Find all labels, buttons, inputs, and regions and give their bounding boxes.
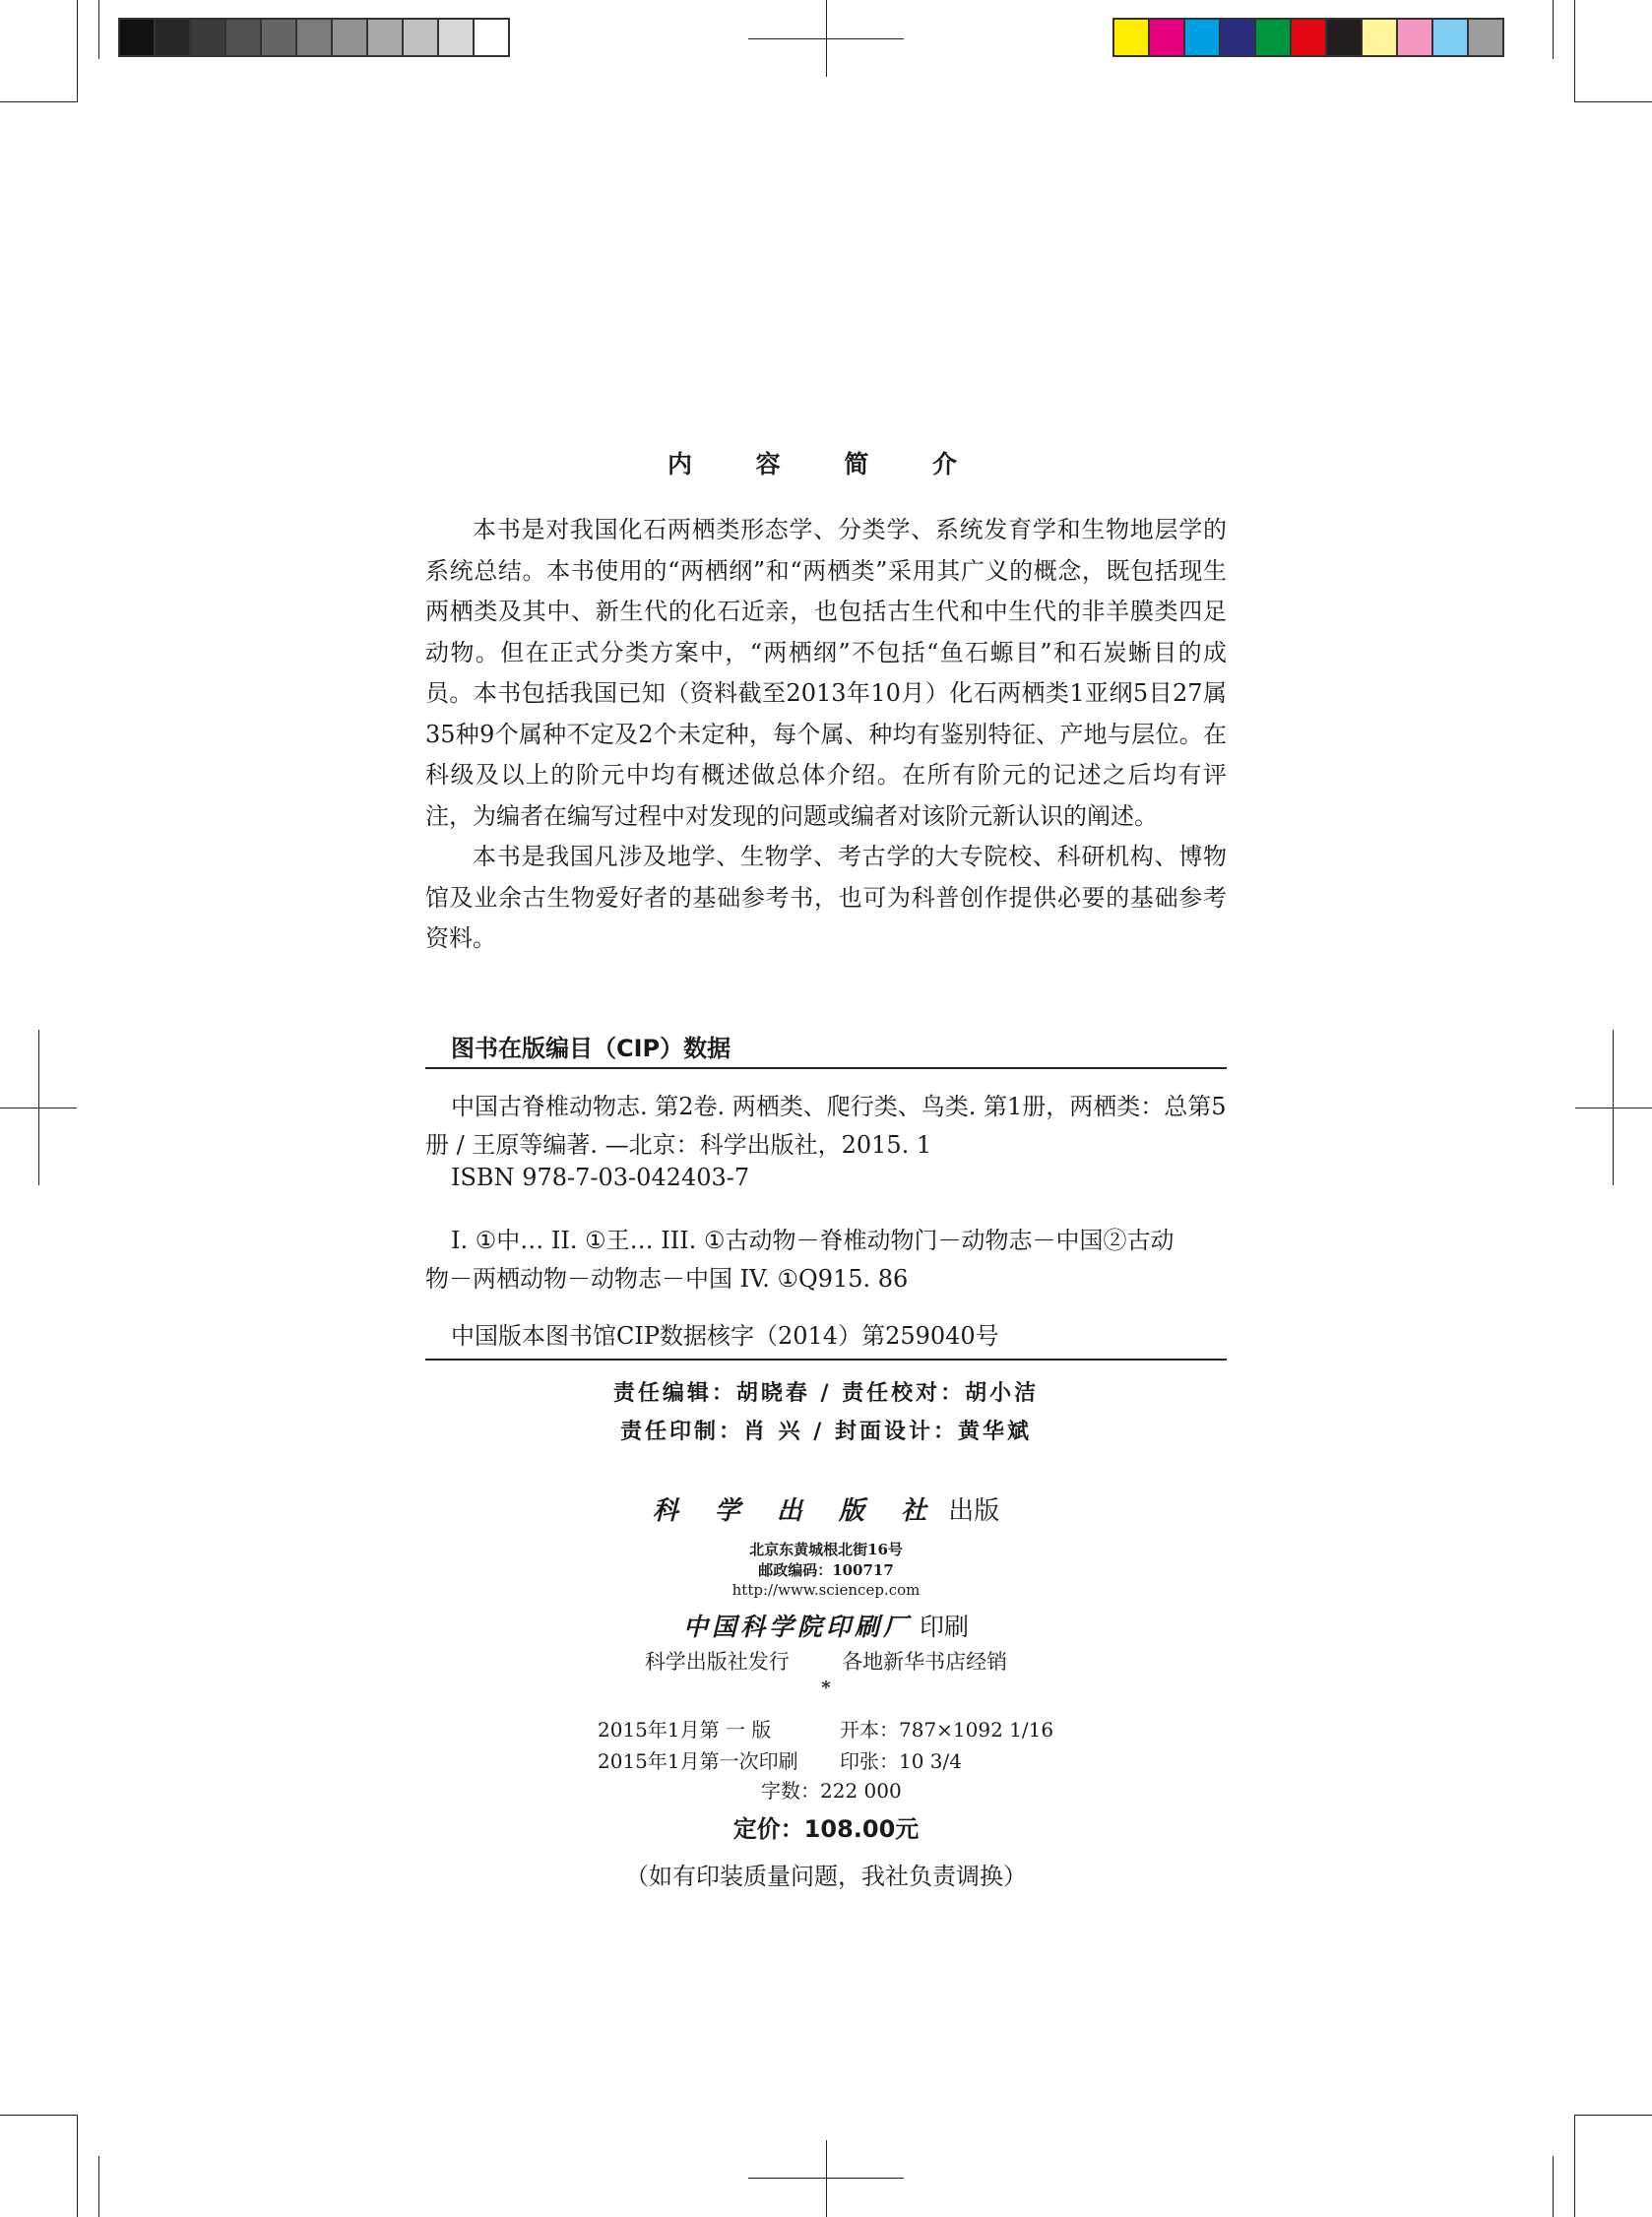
grayscale-swatch [333, 20, 368, 55]
summary-body [425, 510, 1227, 960]
printer-name: 中国科学院印刷厂 [683, 1613, 913, 1641]
color-swatch [1185, 20, 1221, 55]
cip-classification-line-2: 物－两栖动物－动物志－中国 IV. ①Q915. 86 [425, 1265, 909, 1293]
grayscale-swatch [191, 20, 226, 55]
grayscale-swatch [226, 20, 262, 55]
edition-info: 2015年1月第 一 版 [598, 1718, 772, 1742]
color-swatch [1433, 20, 1469, 55]
grayscale-swatch [439, 20, 475, 55]
credits-line-1: 责任编辑：胡晓春 / 责任校对：胡小洁 [612, 1380, 1040, 1406]
cip-title-line-2: 册 / 王原等编著. —北京：科学出版社，2015. 1 [425, 1131, 932, 1159]
cip-heading: 图书在版编目（CIP）数据 [451, 1035, 731, 1062]
credits-line-2: 责任印制：肖 兴 / 封面设计：黄华斌 [619, 1419, 1032, 1444]
grayscale-calibration-bar [118, 18, 510, 57]
grayscale-swatch [120, 20, 156, 55]
cip-record-number: 中国版本图书馆CIP数据核字（2014）第259040号 [451, 1322, 999, 1350]
grayscale-swatch [475, 20, 508, 55]
color-calibration-bar [1112, 18, 1504, 57]
color-swatch [1398, 20, 1433, 55]
distribution-right: 各地新华书店经销 [842, 1650, 1008, 1674]
sheets-info: 印张：10 3/4 [840, 1749, 962, 1773]
word-count: 字数：222 000 [761, 1779, 902, 1803]
color-swatch [1221, 20, 1256, 55]
publisher-suffix: 出版 [948, 1496, 1000, 1526]
publisher-line [425, 1490, 1227, 1527]
color-swatch [1114, 20, 1150, 55]
cip-bottom-rule [425, 1359, 1227, 1361]
grayscale-swatch [156, 20, 191, 55]
color-swatch [1150, 20, 1185, 55]
publisher-address: 北京东黄城根北街16号 [749, 1541, 903, 1558]
printing-info: 2015年1月第一次印刷 [598, 1749, 798, 1773]
cip-isbn: ISBN 978-7-03-042403-7 [451, 1164, 750, 1191]
publisher-name: 科 学 出 版 社 [652, 1496, 940, 1526]
color-swatch [1327, 20, 1363, 55]
color-swatch [1363, 20, 1398, 55]
grayscale-swatch [404, 20, 439, 55]
color-swatch [1292, 20, 1327, 55]
cip-title-line-1: 中国古脊椎动物志. 第2卷. 两栖类、爬行类、鸟类. 第1册，两栖类：总第5 [451, 1093, 1227, 1120]
distribution-line [425, 1646, 1227, 1676]
grayscale-swatch [262, 20, 297, 55]
quality-notice: （如有印装质量问题，我社负责调换） [625, 1863, 1027, 1890]
publisher-postcode: 邮政编码：100717 [758, 1561, 894, 1579]
cip-top-rule [425, 1067, 1227, 1069]
format-info: 开本：787×1092 1/16 [840, 1718, 1054, 1742]
color-swatch [1469, 20, 1502, 55]
grayscale-swatch [297, 20, 333, 55]
price: 定价：108.00元 [732, 1815, 920, 1843]
distribution-left: 科学出版社发行 [644, 1650, 790, 1674]
summary-paragraph-1: 本书是对我国化石两栖类形态学、分类学、系统发育学和生物地层学的系统总结。本书使用的“两栖纲”和“两栖类”采用其广义的概念，既包括现生两栖类及其中、新生代的化石近亲，也包括古生代和中生代的非羊膜类四足动物。但在正式分类方案中，“两栖纲”不包括“鱼石螈目”和石炭蜥目的成员。本书包括我国已知（资料截至2013年10月）化石两栖类1亚纲5目27属35种9个属种不定及2个未定种，每个属、种均有鉴别特征、产地与层位。在科级及以上的阶元中均有概述做总体介绍。在所有阶元的记述之后均有评注，为编者在编写过程中对发现的问题或编者对该阶元新认识的阐述。 [425, 516, 1227, 830]
cip-classification-line-1: I. ①中… II. ①王… III. ①古动物－脊椎动物门－动物志－中国②古动 [451, 1227, 1175, 1254]
separator-star: * [821, 1678, 831, 1698]
publisher-url: http://www.sciencep.com [731, 1581, 921, 1599]
printer-suffix: 印刷 [919, 1613, 969, 1641]
color-swatch [1256, 20, 1292, 55]
printer-line [425, 1608, 1227, 1643]
summary-paragraph-2: 本书是我国凡涉及地学、生物学、考古学的大专院校、科研机构、博物馆及业余古生物爱好者的基础参考书，也可为科普创作提供必要的基础参考资料。 [425, 843, 1227, 952]
grayscale-swatch [368, 20, 404, 55]
summary-title: 内 容 简 介 [667, 450, 985, 478]
